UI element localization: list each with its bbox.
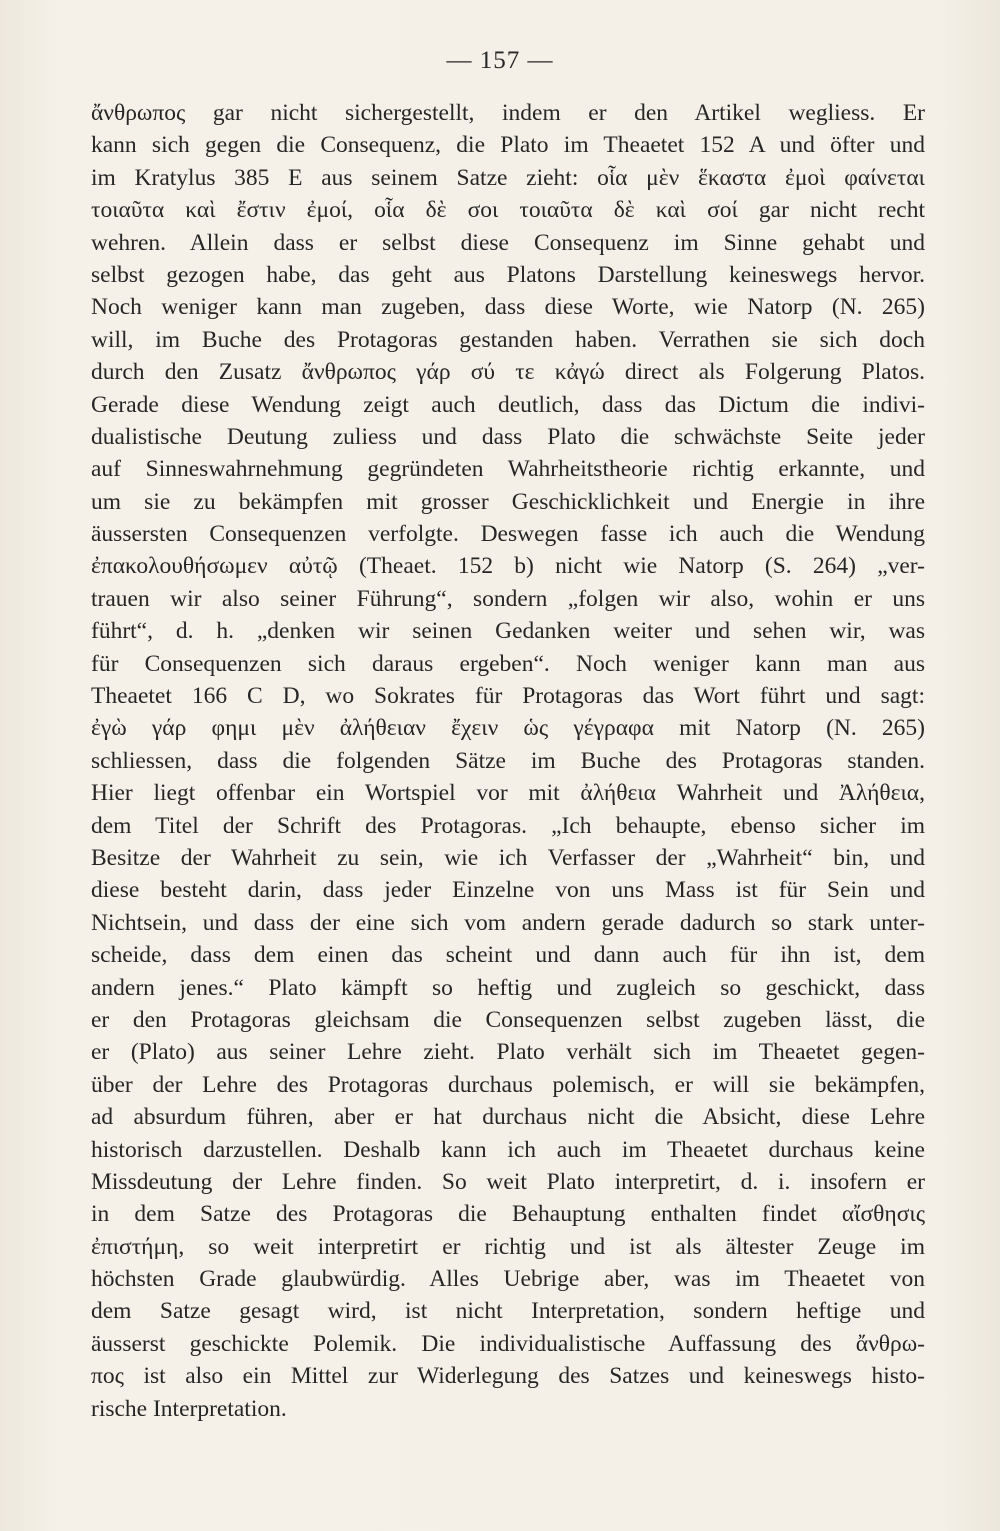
page-number: — 157 —: [446, 47, 554, 74]
text-line: ἄνθρωπος gar nicht sichergestellt, indem er den Artikel wegliess. Er: [91, 100, 925, 126]
text-line: um sie zu bekämpfen mit grosser Geschicklichkeit und Energie in ihre: [91, 488, 925, 515]
text-line: auf Sinneswahrnehmung gegründeten Wahrheitstheorie richtig erkannte, und: [91, 456, 925, 483]
text-line: Gerade diese Wendung zeigt auch deutlich, dass das Dictum die indivi-: [91, 391, 925, 418]
text-line: für Consequenzen sich daraus ergeben“. Noch weniger kann man aus: [91, 650, 925, 677]
body-paragraph: [91, 97, 925, 1425]
text-line: Nichtsein, und dass der eine sich vom andern gerade dadurch so stark unter-: [91, 909, 925, 936]
text-line: diese besteht darin, dass jeder Einzelne von uns Mass ist für Sein und: [91, 877, 925, 904]
text-line: Missdeutung der Lehre finden. So weit Plato interpretirt, d. i. insofern er: [91, 1168, 925, 1195]
text-line: andern jenes.“ Plato kämpft so heftig und zugleich so geschickt, dass: [91, 974, 925, 1001]
text-line: Theaetet 166 C D, wo Sokrates für Protagoras das Wort führt und sagt:: [91, 683, 925, 710]
text-line: in dem Satze des Protagoras die Behauptung enthalten findet αἴσθησις: [91, 1201, 925, 1228]
text-line: dem Satze gesagt wird, ist nicht Interpretation, sondern heftige und: [91, 1298, 925, 1325]
text-line: πος ist also ein Mittel zur Widerlegung des Satzes und keineswegs histo-: [91, 1363, 925, 1390]
text-line: höchsten Grade glaubwürdig. Alles Uebrige aber, was im Theaetet von: [91, 1266, 925, 1293]
text-line: will, im Buche des Protagoras gestanden haben. Verrathen sie sich doch: [91, 326, 925, 353]
text-line: ad absurdum führen, aber er hat durchaus nicht die Absicht, diese Lehre: [91, 1104, 925, 1131]
text-line: dem Titel der Schrift des Protagoras. „Ich behaupte, ebenso sicher im: [91, 812, 925, 839]
text-line: durch den Zusatz ἄνθρωπος γάρ σύ τε κἀγώ direct als Folgerung Platos.: [91, 359, 925, 386]
text-line: Besitze der Wahrheit zu sein, wie ich Verfasser der „Wahrheit“ bin, und: [91, 844, 925, 871]
text-line: Hier liegt offenbar ein Wortspiel vor mit ἀλήθεια Wahrheit und Ἀλήθεια,: [91, 780, 925, 807]
text-line-last: rische Interpretation.: [91, 1395, 287, 1422]
text-line: historisch darzustellen. Deshalb kann ich auch im Theaetet durchaus keine: [91, 1136, 925, 1163]
text-line: Noch weniger kann man zugeben, dass diese Worte, wie Natorp (N. 265): [91, 294, 925, 321]
text-line: ἐπιστήμη, so weit interpretirt er richtig und ist als ältester Zeuge im: [91, 1233, 925, 1260]
text-line: über der Lehre des Protagoras durchaus polemisch, er will sie bekämpfen,: [91, 1071, 925, 1098]
text-line: wehren. Allein dass er selbst diese Consequenz im Sinne gehabt und: [91, 229, 925, 256]
text-line: τοιαῦτα καὶ ἔστιν ἐμοί, οἷα δὲ σοι τοιαῦτα δὲ καὶ σοί gar nicht recht: [91, 197, 925, 224]
text-line: ἐπακολουθήσωμεν αὐτῷ (Theaet. 152 b) nicht wie Natorp (S. 264) „ver-: [91, 553, 925, 580]
text-line: schliessen, dass die folgenden Sätze im Buche des Protagoras standen.: [91, 747, 925, 774]
text-line: äussersten Consequenzen verfolgte. Deswegen fasse ich auch die Wendung: [91, 521, 925, 548]
text-line: er den Protagoras gleichsam die Consequenzen selbst zugeben lässt, die: [91, 1006, 925, 1033]
text-line: scheide, dass dem einen das scheint und dann auch für ihn ist, dem: [91, 942, 925, 969]
text-line: im Kratylus 385 E aus seinem Satze zieht: οἷα μὲν ἕκαστα ἐμοὶ φαίνεται: [91, 164, 925, 191]
text-line: dualistische Deutung zuliess und dass Plato die schwächste Seite jeder: [91, 423, 925, 450]
text-line: er (Plato) aus seiner Lehre zieht. Plato verhält sich im Theaetet gegen-: [91, 1039, 925, 1066]
text-line: führt“, d. h. „denken wir seinen Gedanken weiter und sehen wir, was: [91, 618, 925, 645]
text-line: ἐγὼ γάρ φημι μὲν ἀλήθειαν ἔχειν ὡς γέγραφα mit Natorp (N. 265): [91, 715, 925, 742]
text-line: kann sich gegen die Consequenz, die Plato im Theaetet 152 A und öfter und: [91, 132, 925, 159]
text-line: trauen wir also seiner Führung“, sondern „folgen wir also, wohin er uns: [91, 585, 925, 612]
text-line: äusserst geschickte Polemik. Die individualistische Auffassung des ἄνθρω-: [91, 1330, 925, 1357]
text-line: selbst gezogen habe, das geht aus Platons Darstellung keineswegs hervor.: [91, 261, 925, 288]
